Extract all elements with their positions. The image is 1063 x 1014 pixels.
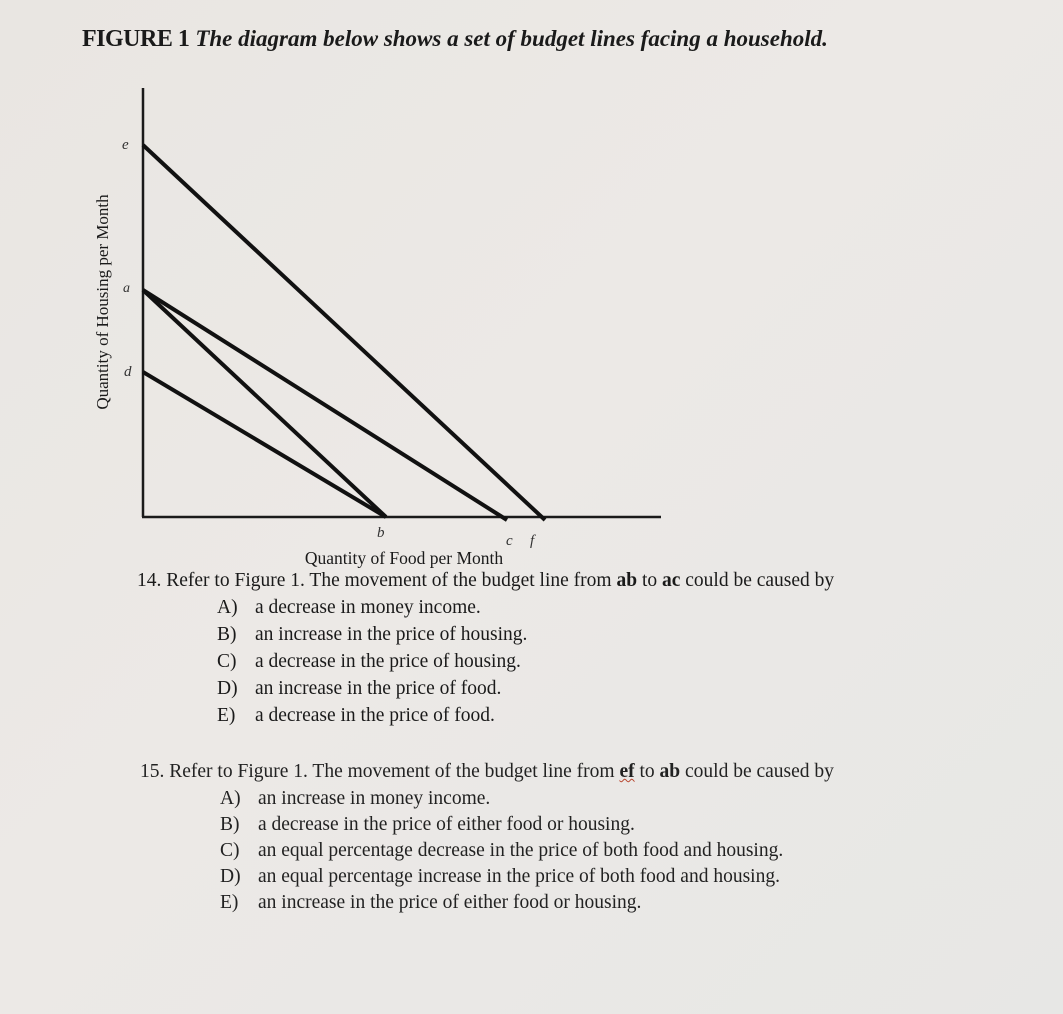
option-e[interactable] [140, 889, 834, 915]
from-line: ab [616, 570, 638, 591]
option-letter: A) [220, 788, 241, 809]
question-15 [140, 758, 834, 915]
option-letter: D) [220, 866, 241, 887]
option-text: an increase in money income. [258, 788, 491, 809]
question-stem [137, 567, 834, 594]
stem-middle: to [634, 761, 660, 782]
option-a[interactable] [140, 785, 834, 811]
to-line: ab [659, 761, 681, 782]
point-label-d: d [124, 364, 132, 380]
point-label-f: f [530, 533, 535, 549]
option-b[interactable] [140, 811, 834, 837]
option-letter: E) [220, 892, 239, 913]
stem-text: Refer to Figure 1. The movement of the budget line from [169, 761, 620, 782]
to-line: ac [661, 570, 681, 591]
answer-options [140, 785, 834, 915]
stem-end: could be caused by [680, 570, 835, 591]
figure-label: FIGURE 1 [82, 26, 190, 52]
y-axis-label: Quantity of Housing per Month [93, 194, 112, 410]
option-letter: C) [217, 651, 237, 672]
option-letter: E) [217, 705, 236, 726]
stem-middle: to [637, 570, 662, 591]
question-stem [140, 758, 834, 785]
option-text: a decrease in the price of either food or housing. [258, 814, 635, 835]
from-line: ef [619, 761, 635, 782]
option-e[interactable] [137, 702, 834, 729]
option-text: an equal percentage decrease in the price of both food and housing. [258, 840, 784, 861]
question-number: 14. [137, 570, 162, 591]
option-d[interactable] [140, 863, 834, 889]
option-text: an increase in the price of housing. [255, 624, 528, 645]
option-letter: C) [220, 840, 240, 861]
answer-options [137, 594, 834, 729]
budget-line-ab [143, 290, 386, 517]
option-letter: D) [217, 678, 238, 699]
figure-caption: The diagram below shows a set of budget lines facing a household. [195, 26, 828, 51]
question-14 [137, 567, 834, 729]
option-letter: A) [217, 597, 238, 618]
option-text: an equal percentage increase in the price of both food and housing. [258, 866, 780, 887]
option-text: a decrease in the price of housing. [255, 651, 521, 672]
option-text: a decrease in the price of food. [255, 705, 495, 726]
option-letter: B) [217, 624, 237, 645]
point-label-e: e [122, 137, 129, 153]
option-text: an increase in the price of either food or housing. [258, 892, 642, 913]
x-axis-label: Quantity of Food per Month [304, 548, 504, 568]
point-label-c: c [506, 533, 513, 549]
budget-line-db [143, 372, 386, 517]
budget-line-ef [143, 145, 545, 520]
option-a[interactable] [137, 594, 834, 621]
option-text: a decrease in money income. [255, 597, 481, 618]
option-d[interactable] [137, 675, 834, 702]
point-label-a: a [123, 281, 130, 296]
stem-text: Refer to Figure 1. The movement of the budget line from [166, 570, 617, 591]
option-c[interactable] [140, 837, 834, 863]
point-label-b: b [377, 525, 385, 541]
question-number: 15. [140, 761, 165, 782]
option-c[interactable] [137, 648, 834, 675]
option-letter: B) [220, 814, 240, 835]
option-b[interactable] [137, 621, 834, 648]
option-text: an increase in the price of food. [255, 678, 502, 699]
stem-end: could be caused by [680, 761, 834, 782]
